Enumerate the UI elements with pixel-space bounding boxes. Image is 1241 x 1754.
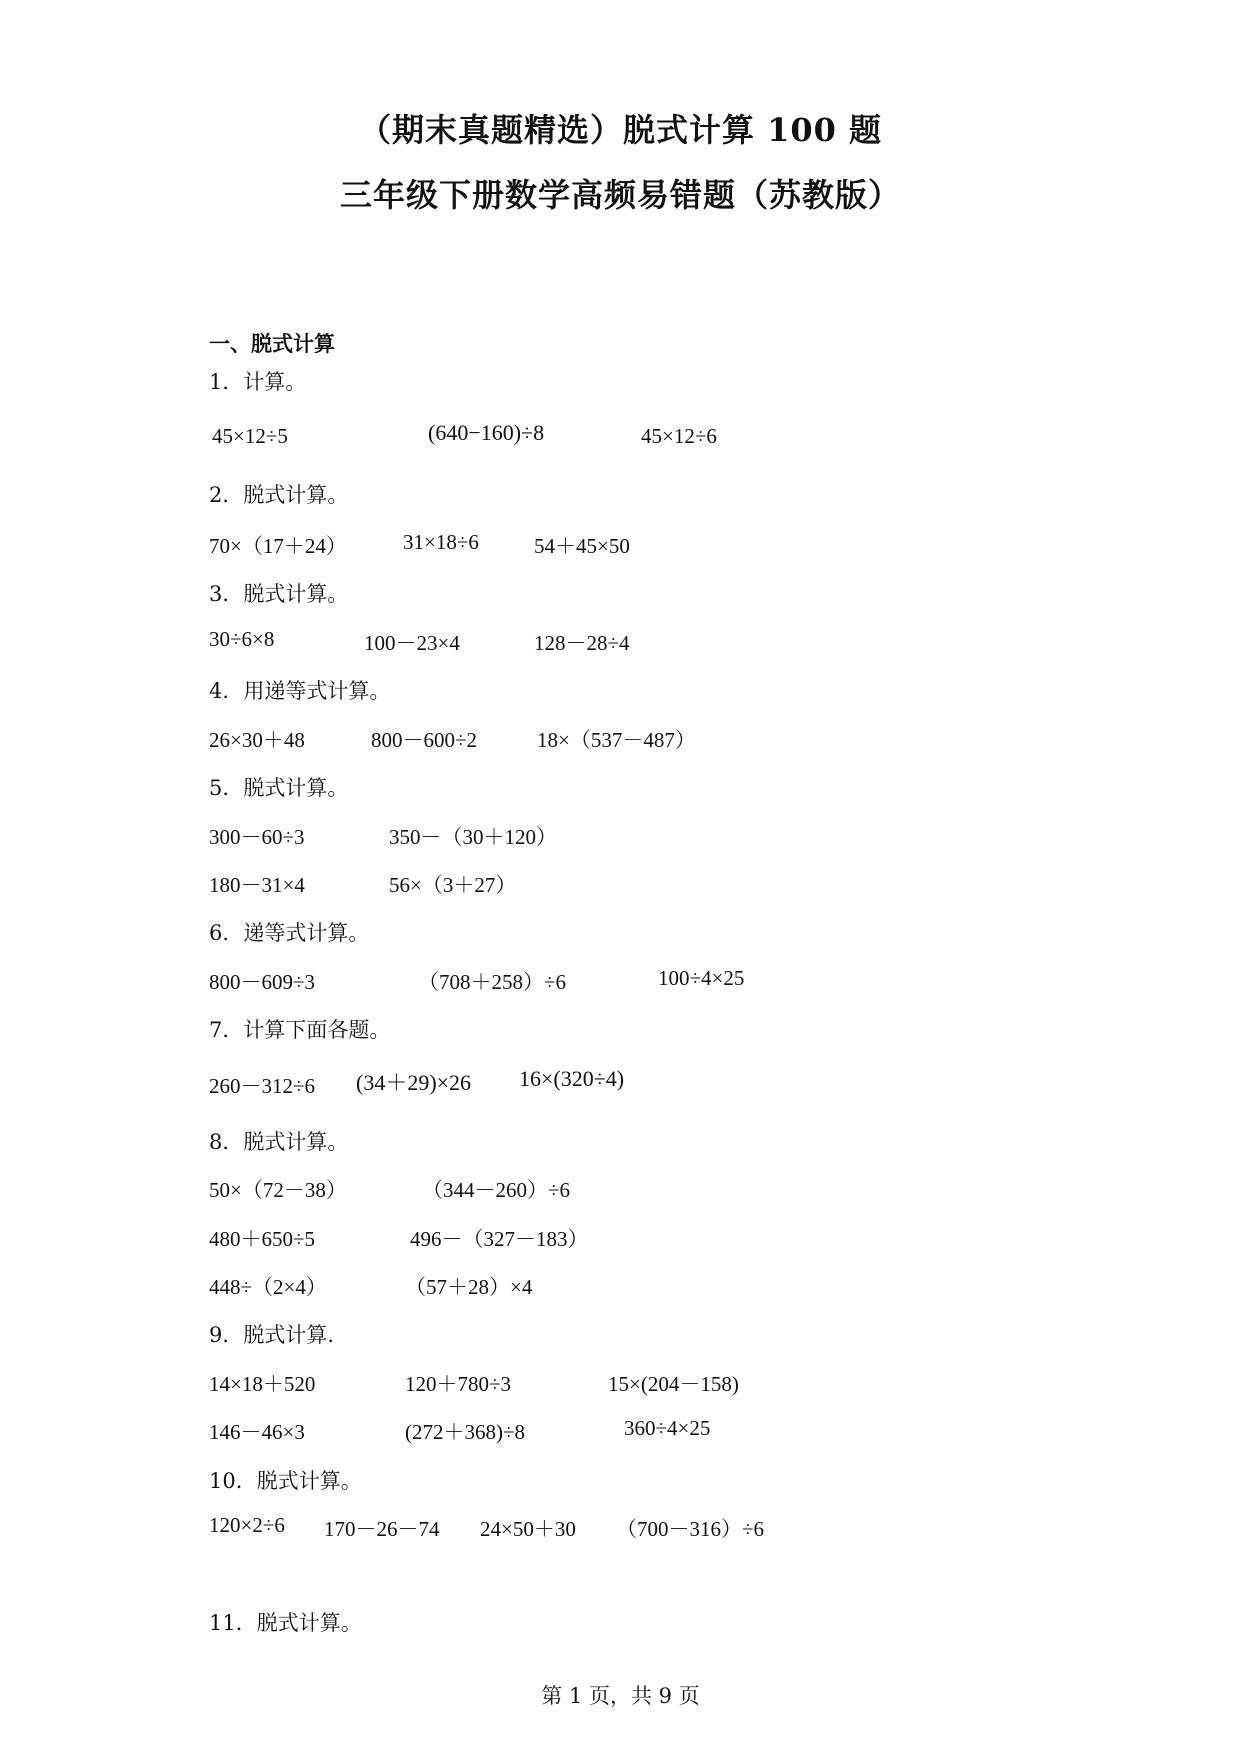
page-footer: 第 1 页，共 9 页 <box>541 1684 700 1708</box>
expression: 496－（327－183） <box>410 1227 589 1251</box>
expression: (34＋29)×26 <box>356 1070 472 1095</box>
expression: （700－316）÷6 <box>616 1517 765 1541</box>
expression: 120×2÷6 <box>209 1513 285 1537</box>
expression: 31×18÷6 <box>403 530 479 554</box>
question-9-label: 9．脱式计算. <box>209 1323 335 1347</box>
expression: 45×12÷5 <box>212 424 288 448</box>
expression: （708＋258）÷6 <box>418 970 567 994</box>
question-4-label: 4．用递等式计算。 <box>209 679 391 703</box>
expression: 24×50＋30 <box>480 1517 576 1541</box>
expression: 260－312÷6 <box>209 1074 316 1098</box>
expression: 480＋650÷5 <box>209 1227 316 1251</box>
question-3-label: 3．脱式计算。 <box>209 582 349 606</box>
expression: 120＋780÷3 <box>405 1372 512 1396</box>
expression: 16×(320÷4) <box>519 1066 625 1091</box>
question-2-label: 2．脱式计算。 <box>209 483 349 507</box>
expression: 800－600÷2 <box>371 728 478 752</box>
title-line-1: （期末真题精选）脱式计算 100 题 <box>358 111 883 149</box>
expression: 448÷（2×4） <box>209 1275 327 1299</box>
expression: 54＋45×50 <box>534 534 630 558</box>
expression: 170－26－74 <box>324 1517 440 1541</box>
expression: 360÷4×25 <box>624 1416 711 1440</box>
question-6-label: 6．递等式计算。 <box>209 921 370 945</box>
section-title: 一、脱式计算 <box>209 331 335 356</box>
expression: 18×（537－487） <box>537 728 696 752</box>
expression: 50×（72－38） <box>209 1178 347 1202</box>
question-7-label: 7．计算下面各题。 <box>209 1018 391 1042</box>
question-11-label: 11．脱式计算。 <box>209 1611 362 1635</box>
expression: 800－609÷3 <box>209 970 316 994</box>
expression: 146－46×3 <box>209 1420 305 1444</box>
question-10-label: 10．脱式计算。 <box>209 1469 362 1493</box>
expression: (640−160)÷8 <box>428 420 545 445</box>
question-1-label: 1．计算。 <box>209 370 307 394</box>
expression: 26×30＋48 <box>209 728 305 752</box>
question-5-label: 5．脱式计算。 <box>209 776 349 800</box>
expression: 100－23×4 <box>364 631 460 655</box>
expression: 300－60÷3 <box>209 825 305 849</box>
expression: 180－31×4 <box>209 873 305 897</box>
expression: （344－260）÷6 <box>422 1178 571 1202</box>
expression: 15×(204－158) <box>608 1372 739 1396</box>
expression: 30÷6×8 <box>209 627 275 651</box>
expression: (272＋368)÷8 <box>405 1420 526 1444</box>
title-line-2: 三年级下册数学高频易错题（苏教版） <box>339 176 901 214</box>
expression: 128－28÷4 <box>534 631 630 655</box>
question-8-label: 8．脱式计算。 <box>209 1130 349 1154</box>
expression: （57＋28）×4 <box>405 1275 533 1299</box>
expression: 14×18＋520 <box>209 1372 316 1396</box>
expression: 70×（17＋24） <box>209 534 347 558</box>
expression: 350－（30＋120） <box>389 825 557 849</box>
expression: 45×12÷6 <box>641 424 717 448</box>
expression: 100÷4×25 <box>658 966 745 990</box>
expression: 56×（3＋27） <box>389 873 517 897</box>
